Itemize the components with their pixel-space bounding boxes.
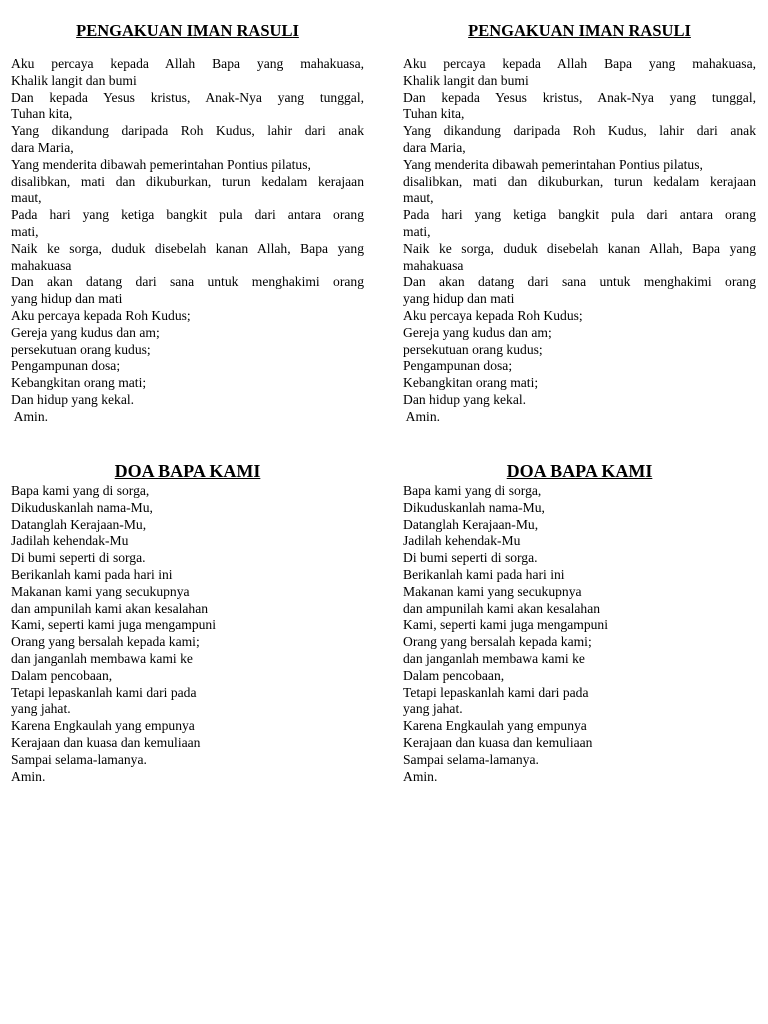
creed-line: mahakuasa <box>11 257 72 273</box>
prayer-line: Kami, seperti kami juga mengampuni <box>403 617 608 633</box>
prayer-line: Karena Engkaulah yang empunya <box>11 718 195 734</box>
creed-line: Naik ke sorga, duduk disebelah kanan Allah, Bapa yang <box>403 240 756 256</box>
prayer-line: Bapa kami yang di sorga, <box>403 483 542 498</box>
creed-line: persekutuan orang kudus; <box>403 341 543 357</box>
prayer-line: Sampai selama-lamanya. <box>403 751 539 767</box>
prayer-line: Amin. <box>403 768 438 784</box>
creed-line: Pada hari yang ketiga bangkit pula dari antara orang <box>403 207 756 223</box>
creed-line: Kebangkitan orang mati; <box>11 375 147 391</box>
creed-line: Yang menderita dibawah pemerintahan Pontius pilatus, <box>403 156 703 172</box>
prayer-line: yang jahat. <box>403 701 463 717</box>
prayer-line: Dikuduskanlah nama-Mu, <box>403 499 545 515</box>
creed-line: Dan hidup yang kekal. <box>403 391 527 407</box>
creed-title-right: PENGAKUAN IMAN RASULI <box>468 21 691 40</box>
prayer-line: Tetapi lepaskanlah kami dari pada <box>403 684 589 700</box>
prayer-line: Jadilah kehendak-Mu <box>11 533 129 549</box>
prayer-line: Di bumi seperti di sorga. <box>403 550 538 566</box>
creed-text-left <box>11 56 364 426</box>
prayer-line: yang jahat. <box>11 701 71 717</box>
prayer-text-right <box>403 483 756 785</box>
prayer-line: Datanglah Kerajaan-Mu, <box>403 516 539 532</box>
creed-line: dara Maria, <box>11 139 74 155</box>
creed-line: Pengampunan dosa; <box>11 358 121 374</box>
prayer-line: Jadilah kehendak-Mu <box>403 533 521 549</box>
creed-section-right <box>403 20 756 426</box>
creed-line: mati, <box>403 223 431 239</box>
creed-line: maut, <box>11 190 42 206</box>
creed-line: Tuhan kita, <box>11 106 73 122</box>
prayer-line: Bapa kami yang di sorga, <box>11 483 150 498</box>
creed-line: Aku percaya kepada Roh Kudus; <box>11 307 191 323</box>
creed-line: Amin. <box>11 408 49 424</box>
creed-line: Dan kepada Yesus kristus, Anak-Nya yang tunggal, <box>403 89 756 105</box>
creed-line: mahakuasa <box>403 257 464 273</box>
prayer-line: dan janganlah membawa kami ke <box>403 650 585 666</box>
creed-line: Yang dikandung daripada Roh Kudus, lahir dari anak <box>403 123 756 139</box>
creed-title-left: PENGAKUAN IMAN RASULI <box>76 21 299 40</box>
creed-line: Aku percaya kepada Allah Bapa yang mahakuasa, <box>11 56 364 71</box>
creed-section-left <box>11 20 364 426</box>
creed-line: dara Maria, <box>403 139 466 155</box>
prayer-line: Dalam pencobaan, <box>11 667 113 683</box>
creed-line: Tuhan kita, <box>403 106 465 122</box>
creed-line: Gereja yang kudus dan am; <box>403 324 552 340</box>
creed-line: Aku percaya kepada Roh Kudus; <box>403 307 583 323</box>
creed-line: yang hidup dan mati <box>403 291 515 307</box>
creed-line: disalibkan, mati dan dikuburkan, turun kedalam kerajaan <box>403 173 756 189</box>
creed-text-right <box>403 56 756 426</box>
creed-line: disalibkan, mati dan dikuburkan, turun kedalam kerajaan <box>11 173 364 189</box>
creed-line: Khalik langit dan bumi <box>11 72 137 88</box>
creed-line: mati, <box>11 223 39 239</box>
prayer-line: Berikanlah kami pada hari ini <box>11 566 173 582</box>
creed-line: Amin. <box>403 408 441 424</box>
creed-line: Pengampunan dosa; <box>403 358 513 374</box>
prayer-title-right: DOA BAPA KAMI <box>506 461 653 481</box>
prayer-text-left <box>11 483 364 785</box>
prayer-line: Kami, seperti kami juga mengampuni <box>11 617 216 633</box>
prayer-line: dan ampunilah kami akan kesalahan <box>403 600 601 616</box>
creed-line: yang hidup dan mati <box>11 291 123 307</box>
prayer-line: Amin. <box>11 768 46 784</box>
creed-line: Pada hari yang ketiga bangkit pula dari antara orang <box>11 207 364 223</box>
creed-line: Naik ke sorga, duduk disebelah kanan Allah, Bapa yang <box>11 240 364 256</box>
prayer-line: Karena Engkaulah yang empunya <box>403 718 587 734</box>
creed-line: persekutuan orang kudus; <box>11 341 151 357</box>
prayer-line: Makanan kami yang secukupnya <box>403 583 582 599</box>
creed-line: Aku percaya kepada Allah Bapa yang mahakuasa, <box>403 56 756 71</box>
prayer-line: Dikuduskanlah nama-Mu, <box>11 499 153 515</box>
prayer-line: Berikanlah kami pada hari ini <box>403 566 565 582</box>
prayer-section-right <box>403 459 756 785</box>
prayer-line: dan ampunilah kami akan kesalahan <box>11 600 209 616</box>
creed-line: maut, <box>403 190 434 206</box>
prayer-title-left: DOA BAPA KAMI <box>114 461 261 481</box>
prayer-line: Datanglah Kerajaan-Mu, <box>11 516 147 532</box>
creed-line: Gereja yang kudus dan am; <box>11 324 160 340</box>
prayer-line: Tetapi lepaskanlah kami dari pada <box>11 684 197 700</box>
creed-line: Yang menderita dibawah pemerintahan Pontius pilatus, <box>11 156 311 172</box>
prayer-line: Sampai selama-lamanya. <box>11 751 147 767</box>
creed-line: Dan akan datang dari sana untuk menghakimi orang <box>403 274 756 290</box>
prayer-line: Orang yang bersalah kepada kami; <box>403 634 592 650</box>
prayer-section-left <box>11 459 364 785</box>
creed-line: Dan hidup yang kekal. <box>11 391 135 407</box>
prayer-line: Kerajaan dan kuasa dan kemuliaan <box>403 734 593 750</box>
prayer-line: Di bumi seperti di sorga. <box>11 550 146 566</box>
creed-line: Dan kepada Yesus kristus, Anak-Nya yang tunggal, <box>11 89 364 105</box>
creed-line: Dan akan datang dari sana untuk menghakimi orang <box>11 274 364 290</box>
creed-line: Kebangkitan orang mati; <box>403 375 539 391</box>
prayer-line: Dalam pencobaan, <box>403 667 505 683</box>
creed-line: Yang dikandung daripada Roh Kudus, lahir dari anak <box>11 123 364 139</box>
creed-line: Khalik langit dan bumi <box>403 72 529 88</box>
prayer-line: Kerajaan dan kuasa dan kemuliaan <box>11 734 201 750</box>
prayer-line: Makanan kami yang secukupnya <box>11 583 190 599</box>
prayer-line: Orang yang bersalah kepada kami; <box>11 634 200 650</box>
prayer-line: dan janganlah membawa kami ke <box>11 650 193 666</box>
